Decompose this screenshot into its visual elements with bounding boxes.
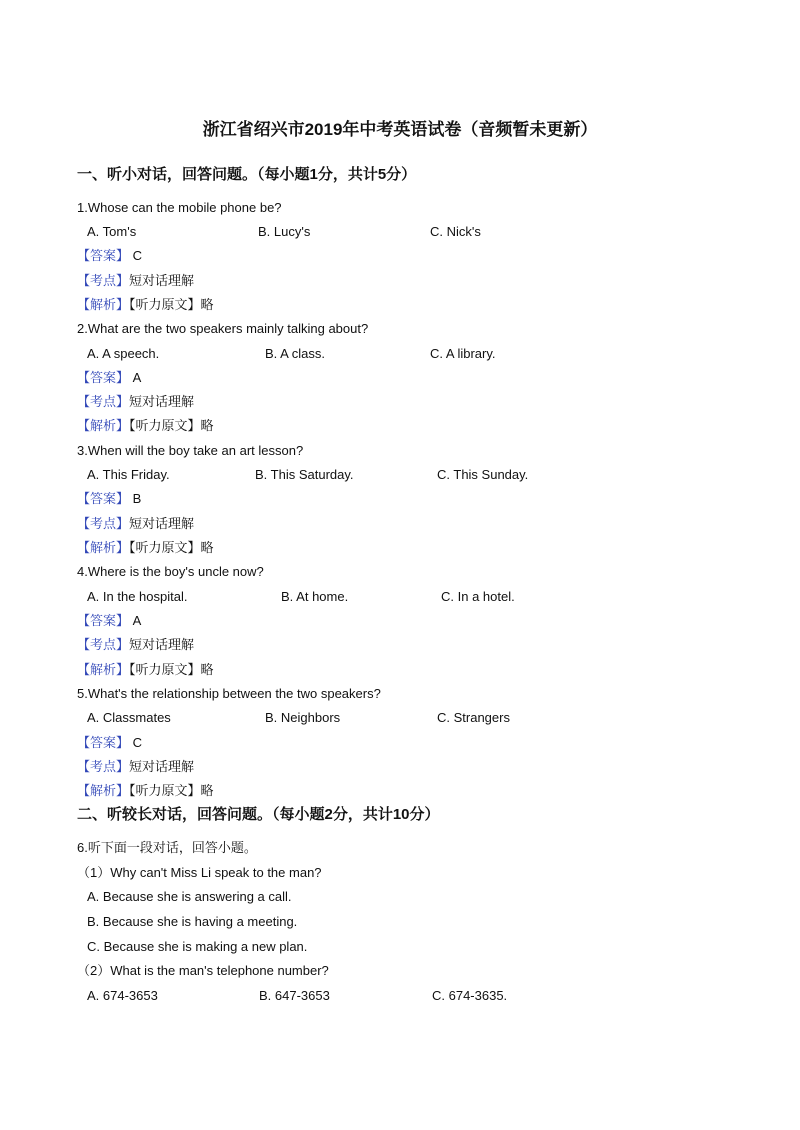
analysis-tag: 【解析】 — [77, 297, 130, 312]
answer-tag: 【答案】 — [77, 248, 130, 263]
answer-tag: 【答案】 — [77, 613, 130, 628]
answer-tag: 【答案】 — [77, 735, 130, 750]
answer-value: C — [129, 735, 143, 750]
point-value: 短对话理解 — [129, 637, 195, 652]
answer-value: B — [129, 491, 142, 506]
question-1-analysis — [77, 296, 214, 314]
answer-value: A — [129, 370, 142, 385]
question-3-option-b: B. This Saturday. — [255, 467, 354, 482]
question-2-option-b: B. A class. — [265, 346, 325, 361]
question-4-point — [77, 636, 194, 654]
question-2-analysis — [77, 417, 214, 435]
analysis-value: 【听力原文】略 — [129, 540, 214, 555]
section-1-heading: 一、听小对话，回答问题。（每小题1分，共计5分） — [77, 166, 417, 183]
question-3-stem: 3.When will the boy take an art lesson? — [77, 443, 304, 458]
point-tag: 【考点】 — [77, 273, 130, 288]
question-6-1-option-b: B. Because she is having a meeting. — [87, 914, 298, 929]
question-6-2-option-b: B. 647-3653 — [259, 988, 330, 1003]
question-4-stem: 4.Where is the boy's uncle now? — [77, 564, 264, 579]
question-1-option-b: B. Lucy's — [258, 224, 311, 239]
point-tag: 【考点】 — [77, 394, 130, 409]
question-1-answer — [77, 247, 142, 265]
question-6-2-option-a: A. 674-3653 — [87, 988, 158, 1003]
analysis-value: 【听力原文】略 — [129, 783, 214, 798]
question-1-point — [77, 272, 194, 290]
analysis-tag: 【解析】 — [77, 418, 130, 433]
question-6-2-option-c: C. 674-3635. — [432, 988, 508, 1003]
question-3-analysis — [77, 539, 214, 557]
question-5-answer — [77, 734, 142, 752]
question-3-option-a: A. This Friday. — [87, 467, 170, 482]
point-value: 短对话理解 — [129, 759, 195, 774]
question-1-option-a: A. Tom's — [87, 224, 137, 239]
analysis-tag: 【解析】 — [77, 662, 130, 677]
question-6-intro: 6.听下面一段对话，回答小题。 — [77, 840, 257, 855]
question-5-analysis — [77, 782, 214, 800]
question-4-option-b: B. At home. — [281, 589, 349, 604]
answer-tag: 【答案】 — [77, 370, 130, 385]
question-5-option-b: B. Neighbors — [265, 710, 341, 725]
question-3-point — [77, 515, 194, 533]
question-1-option-c: C. Nick's — [430, 224, 481, 239]
question-5-option-c: C. Strangers — [437, 710, 510, 725]
question-5-stem: 5.What's the relationship between the two speakers? — [77, 686, 381, 701]
question-2-stem: 2.What are the two speakers mainly talking about? — [77, 321, 369, 336]
question-6-1-stem: （1）Why can't Miss Li speak to the man? — [77, 865, 322, 880]
question-4-option-a: A. In the hospital. — [87, 589, 188, 604]
question-6-2-stem: （2）What is the man's telephone number? — [77, 963, 329, 978]
point-value: 短对话理解 — [129, 516, 195, 531]
page-title: 浙江省绍兴市2019年中考英语试卷（音频暂未更新） — [202, 120, 598, 139]
question-2-point — [77, 393, 194, 411]
question-6-1-option-a: A. Because she is answering a call. — [87, 889, 292, 904]
question-5-option-a: A. Classmates — [87, 710, 171, 725]
analysis-tag: 【解析】 — [77, 783, 130, 798]
question-2-option-c: C. A library. — [430, 346, 496, 361]
point-tag: 【考点】 — [77, 516, 130, 531]
point-tag: 【考点】 — [77, 759, 130, 774]
question-4-answer — [77, 612, 141, 630]
analysis-value: 【听力原文】略 — [129, 662, 214, 677]
question-1-stem: 1.Whose can the mobile phone be? — [77, 200, 282, 215]
point-value: 短对话理解 — [129, 394, 195, 409]
answer-tag: 【答案】 — [77, 491, 130, 506]
question-2-option-a: A. A speech. — [87, 346, 160, 361]
question-4-analysis — [77, 661, 214, 679]
analysis-value: 【听力原文】略 — [129, 297, 214, 312]
question-2-answer — [77, 369, 141, 387]
question-5-point — [77, 758, 194, 776]
question-3-option-c: C. This Sunday. — [437, 467, 529, 482]
analysis-tag: 【解析】 — [77, 540, 130, 555]
point-value: 短对话理解 — [129, 273, 195, 288]
question-4-option-c: C. In a hotel. — [441, 589, 515, 604]
section-2-heading: 二、听较长对话，回答问题。（每小题2分，共计10分） — [77, 806, 440, 823]
answer-value: C — [129, 248, 143, 263]
question-6-1-option-c: C. Because she is making a new plan. — [87, 939, 308, 954]
answer-value: A — [129, 613, 142, 628]
question-3-answer — [77, 490, 141, 508]
point-tag: 【考点】 — [77, 637, 130, 652]
analysis-value: 【听力原文】略 — [129, 418, 214, 433]
